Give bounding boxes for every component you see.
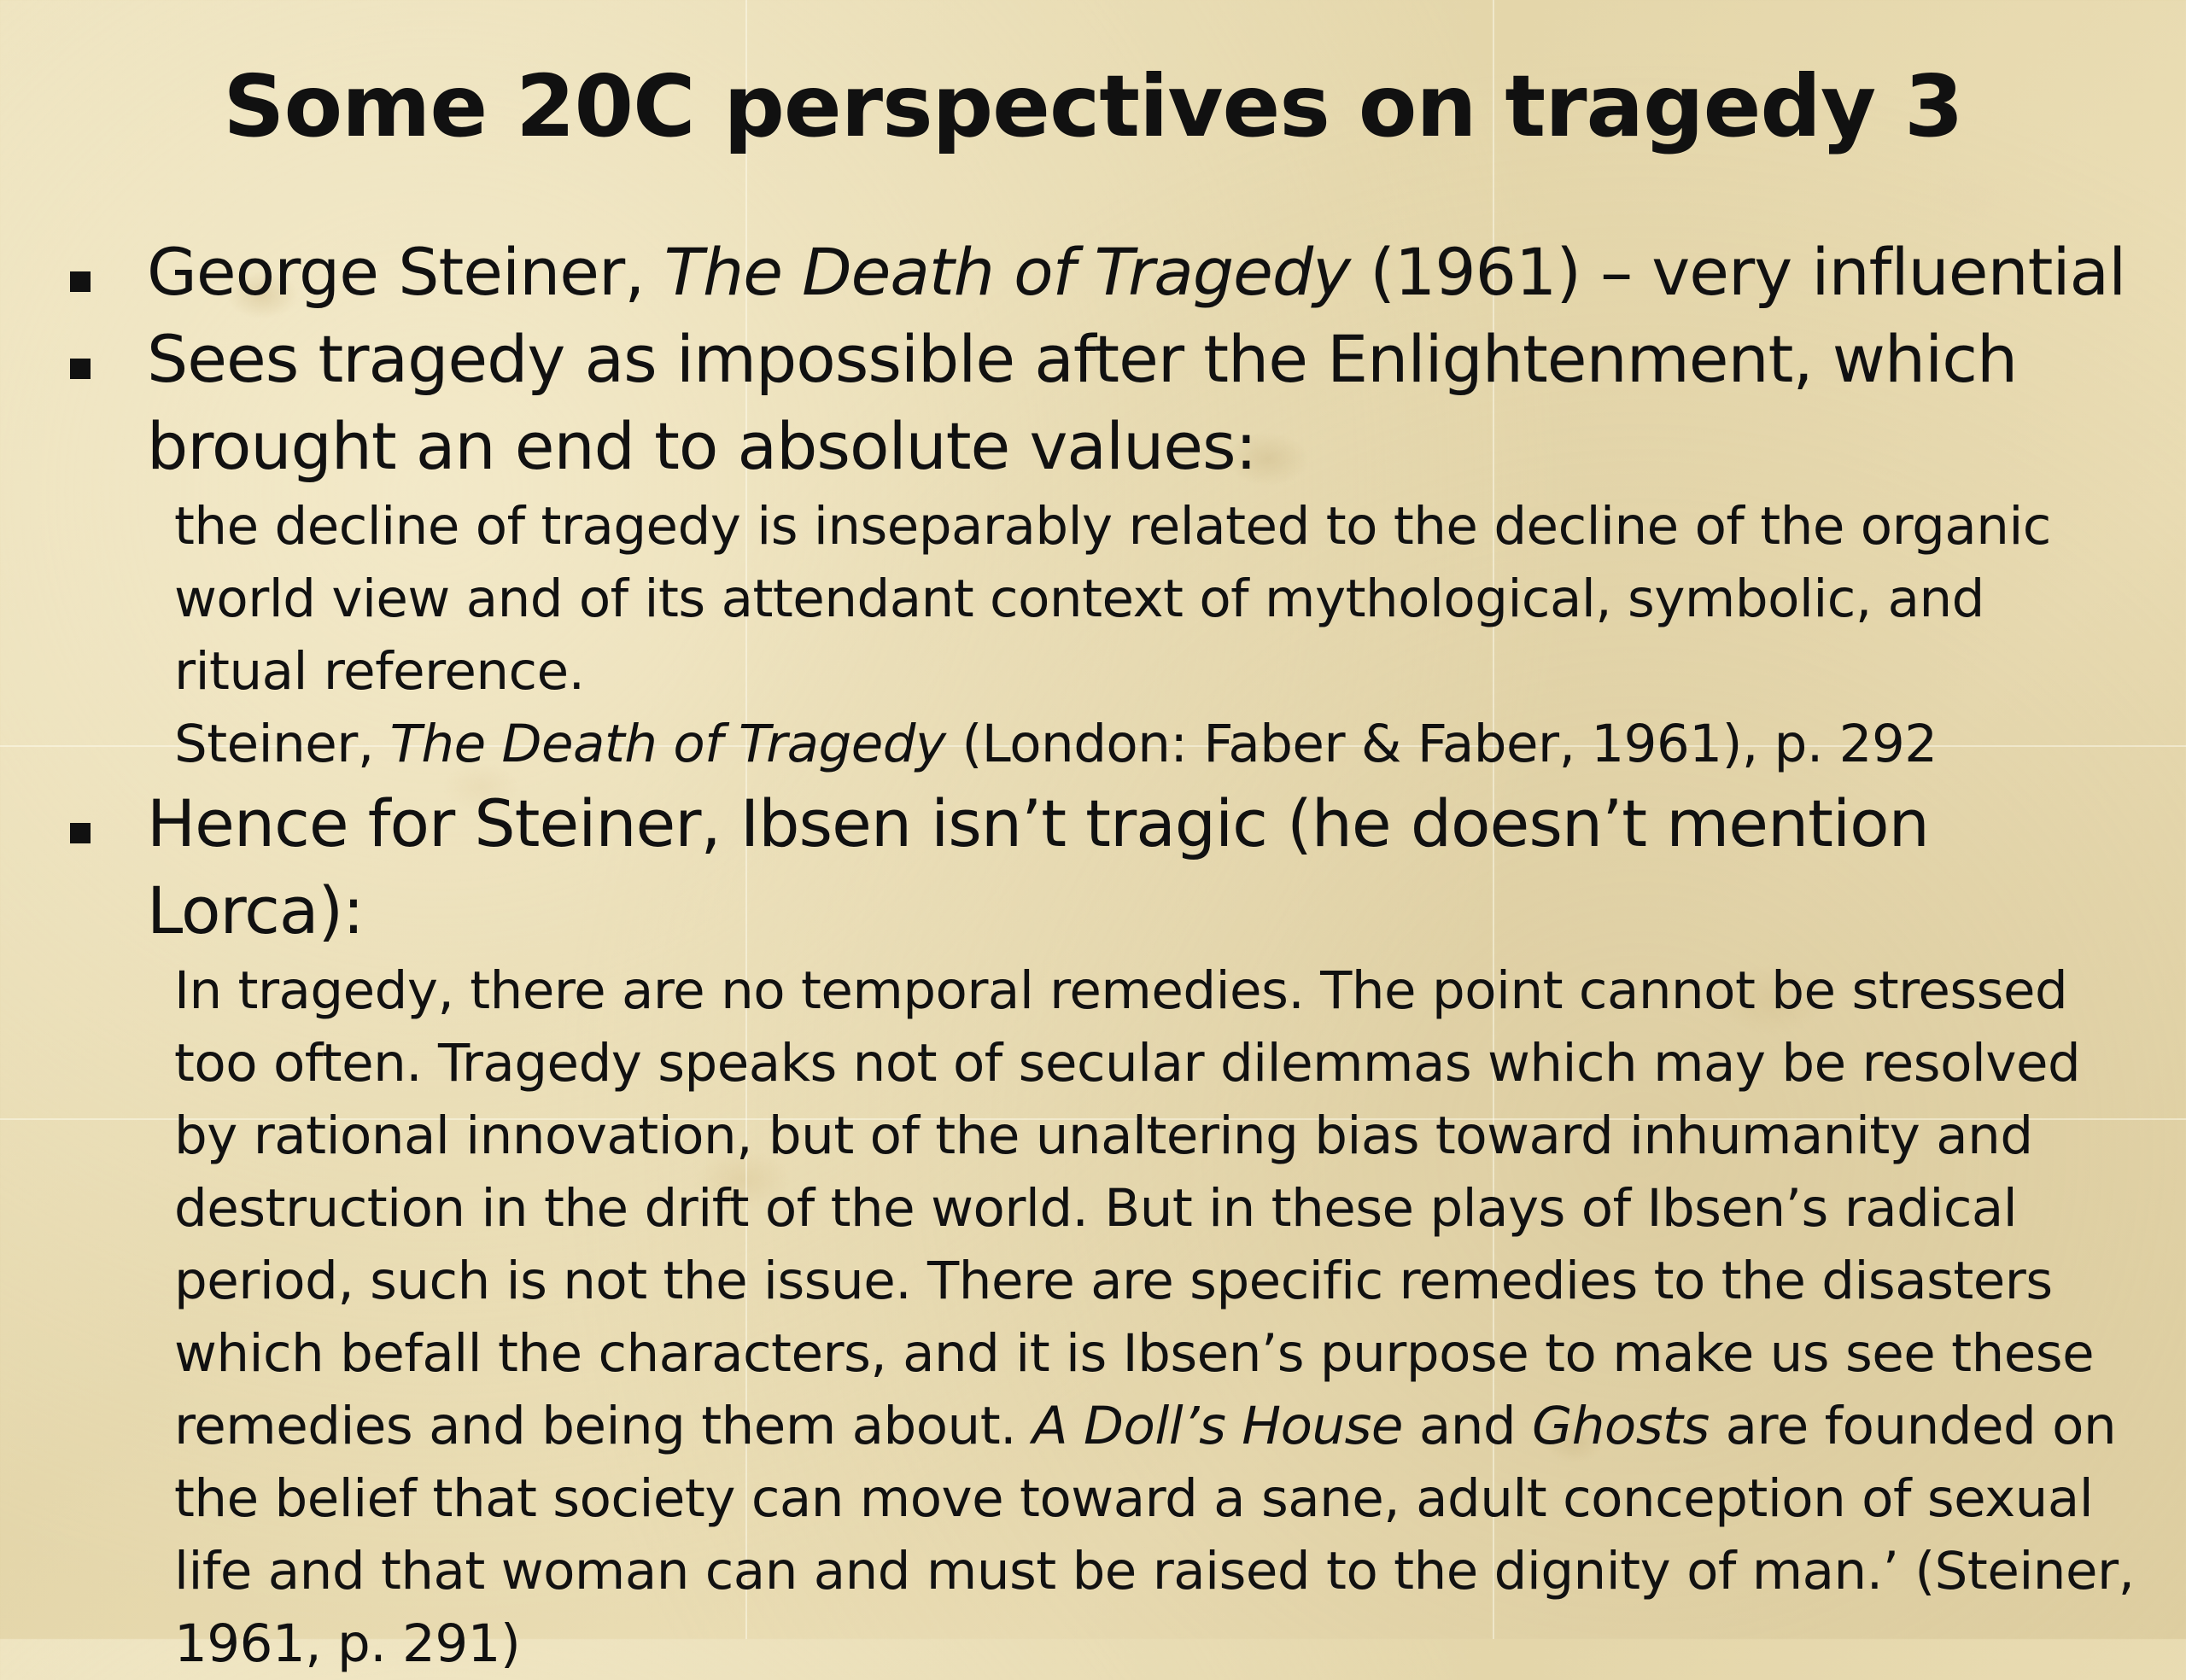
citation: [174, 708, 2145, 780]
quote-text: are founded on the belief that society can move toward a sane, adult conception of sexual life and that woman can and must be raised to the dignity of man.’ (Steiner, 1961, p. 291): [174, 1396, 2135, 1674]
slide-title: Some 20C perspectives on tragedy 3: [223, 56, 1963, 156]
quote-text: In tragedy, there are no temporal remedies. The point cannot be stressed too often. Tragedy speaks not of secular dilemmas which may be resolved by rational innovation, but of the unaltering bias toward inhumanity and destruction in the drift of the world. But in these plays of Ibsen’s radical period, such is not the issue. There are specific remedies to the disasters which befall the characters, and it is Ibsen’s purpose to make us see these remedies and being them about.: [174, 960, 2095, 1456]
bullet-rest: (1961) – very influential: [1350, 234, 2126, 310]
bullet-item: [61, 780, 2145, 954]
bullet-text: Hence for Steiner, Ibsen isn’t tragic (he doesn’t mention Lorca):: [147, 785, 1929, 948]
square-bullet-icon: [61, 229, 147, 316]
play-title: A Doll’s House: [1032, 1396, 1403, 1456]
block-quote: [174, 954, 2145, 1680]
book-title: The Death of Tragedy: [663, 234, 1351, 310]
bullet-text: [147, 229, 2145, 316]
square-bullet-icon: [61, 780, 147, 867]
quote-text: and: [1402, 1396, 1532, 1456]
citation-suffix: (London: Faber & Faber, 1961), p. 292: [945, 714, 1938, 774]
bullet-item: [61, 316, 2145, 490]
citation-prefix: Steiner,: [174, 714, 390, 774]
block-quote: the decline of tragedy is inseparably related to the decline of the organic world view and of its attendant context of mythological, symbolic, and ritual reference.: [174, 496, 2051, 702]
play-title: Ghosts: [1532, 1396, 1710, 1456]
book-title: The Death of Tragedy: [389, 714, 946, 774]
bullet-item: [61, 229, 2145, 316]
slide-body: [61, 229, 2145, 1680]
bullet-author: George Steiner,: [147, 234, 664, 310]
square-bullet-icon: [61, 316, 147, 403]
bullet-text: Sees tragedy as impossible after the Enlightenment, which brought an end to absolute values:: [147, 321, 2018, 484]
